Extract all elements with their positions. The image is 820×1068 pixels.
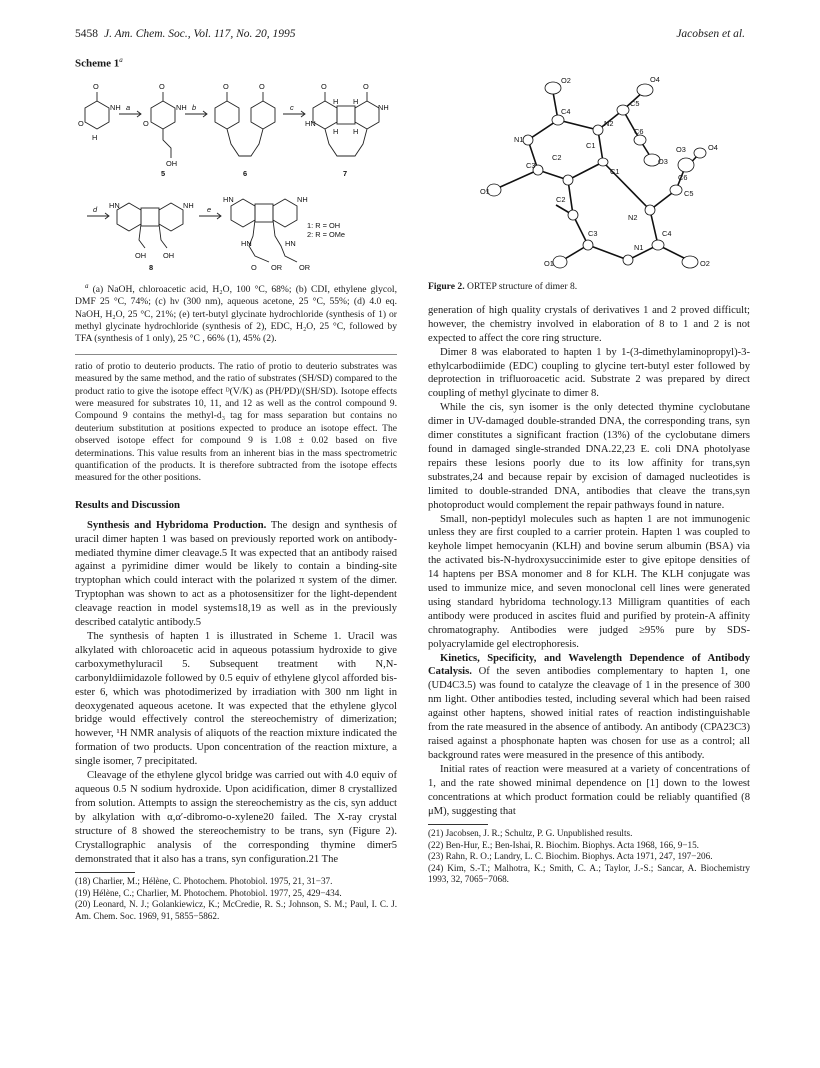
paragraph: generation of high quality crystals of derivatives 1 and 2 proved difficult; however, the chemistry involved in elaboration of 8 to 1 and 2 is not expected to affect the core ring structure. — [428, 304, 750, 344]
svg-text:O: O — [363, 81, 369, 91]
svg-text:H: H — [353, 96, 359, 106]
footnote: (24) Kim, S.-T.; Malhotra, K.; Smith, C. A.; Taylor, J.-S.; Sancar, A. Biochemistry 1993, 32, 7065−7068. — [428, 862, 750, 885]
legend-r-oh: 1: R = OH — [307, 220, 341, 230]
svg-text:OR: OR — [271, 262, 283, 272]
svg-text:NH: NH — [176, 102, 187, 112]
svg-text:O2: O2 — [561, 76, 571, 85]
svg-text:OH: OH — [135, 250, 147, 260]
svg-text:O: O — [143, 118, 149, 128]
svg-text:H: H — [92, 132, 98, 142]
scheme-1-svg — [75, 74, 397, 274]
scheme-title: Scheme 1$^a$ — [75, 56, 123, 70]
compound-label-6: 6 — [243, 168, 248, 178]
svg-text:C2: C2 — [552, 153, 562, 162]
footnote: (22) Ben-Hur, E.; Ben-Ishai, R. Biochim. Biophys. Acta 1968, 166, 9−15. — [428, 839, 699, 850]
page-number: 5458 — [75, 28, 98, 40]
svg-text:C3: C3 — [526, 161, 536, 170]
svg-text:C5: C5 — [630, 99, 640, 108]
divider — [75, 354, 397, 355]
running-authors: Jacobsen et al. — [676, 28, 745, 40]
svg-text:HN: HN — [305, 118, 316, 128]
svg-text:O4: O4 — [650, 75, 660, 84]
figure-caption: Figure 2. ORTEP structure of dimer 8. — [428, 281, 578, 292]
footnote-rule — [75, 872, 135, 873]
svg-text:N1: N1 — [634, 243, 644, 252]
page-header — [75, 28, 745, 44]
svg-text:OR: OR — [299, 262, 311, 272]
svg-text:NH: NH — [110, 102, 121, 112]
svg-text:O1: O1 — [544, 259, 554, 268]
paragraph: While the cis, syn isomer is the only detected thymine cyclobutane dimer in UV-damaged double-stranded DNA, the corresponding trans, syn dimer constitutes a significant fraction (13%) of the cyclobutane dimers found in damaged single-stranded DNA.22,23 E. coli DNA photolyase repairs these lesions poorly due to its low affinity for trans,syn substrates,24 and because repair by excision of damaged nucleotides is limited to double-stranded DNA, antibodies that cleave the trans,syn photoproduct would complement the repair pathways found in nature. — [428, 402, 750, 511]
svg-text:N1: N1 — [514, 135, 524, 144]
hapten-ring-b — [273, 199, 297, 227]
svg-text:d: d — [93, 204, 98, 214]
footnote-rule — [428, 824, 488, 825]
paragraph: The synthesis of hapten 1 is illustrated in Scheme 1. Uracil was alkylated with chloroacetic acid in aqueous potassium hydroxide to give carboxymethyluracil 5. Subsequent treatment with N,N-carbonyldiimidazole followed by 0.5 equiv of ethylene glycol afforded bis-ester 6, which was photodimerized by irradiation with 300 nm light in deoxygenated aqueous acetone. It was expected that the ethylene glycol bridge would effectively control the stereochemistry of dimerization; however, ¹H NMR analysis of aliquots of the reaction mixture indicated the formation of two products. Upon concentration of the reaction mixture, a single isomer, 7 precipitated. — [75, 631, 397, 768]
svg-text:O: O — [159, 81, 165, 91]
svg-text:NH: NH — [378, 102, 389, 112]
compound-5-ring — [151, 101, 175, 129]
right-body — [428, 304, 750, 819]
svg-text:O: O — [223, 81, 229, 91]
compound-7-ring-b — [355, 101, 379, 129]
cyclobutane-ring — [337, 106, 355, 124]
svg-text:a: a — [126, 102, 131, 112]
right-column — [428, 50, 750, 885]
footnote: (21) Jacobsen, J. R.; Schultz, P. G. Unpublished results. — [428, 828, 633, 839]
svg-text:C3: C3 — [588, 229, 598, 238]
compound-8-ring-b — [159, 203, 183, 231]
figure-2-ortep — [428, 50, 750, 276]
svg-text:NH: NH — [297, 194, 308, 204]
journal-citation: J. Am. Chem. Soc., Vol. 117, No. 20, 1995 — [104, 28, 296, 40]
svg-text:C1: C1 — [586, 141, 596, 150]
svg-text:C6: C6 — [678, 173, 688, 182]
svg-text:H: H — [333, 96, 339, 106]
footnote: (18) Charlier, M.; Hélène, C. Photochem. Photobiol. 1975, 21, 31−37. — [75, 876, 333, 887]
paragraph: Dimer 8 was elaborated to hapten 1 by 1-(3-dimethylaminopropyl)-3-ethylcarbodiimide (EDC) coupling to glycine tert-butyl ester followed by deprotection in trifluoroacetic acid. Substrate 2 was prepared by direct coupling of methyl glycinate to dimer 8. — [428, 346, 750, 400]
svg-text:OH: OH — [163, 250, 175, 260]
svg-text:NH: NH — [183, 200, 194, 210]
glycol-bridge — [227, 129, 263, 156]
experimental-continuation: ratio of protio to deuterio products. The ratio of protio to deuterio substrates was measured by the same method, and the ratio of substrates (SH/SD) compared to the product ratio to give the isotope effect ᴰ(V/K) as (PH/PD)/(SH/SD). Isotope effects were measured for substrates 10, 11, and 12 as well as the control compound 9. Compound 9 contains the methyl-d₃ tag for mass separation but contains no deuterium substitution at positions expected to produce an isotope effect. The observed isotope effect for compound 9 is 1.08 ± 0.02 based on five determinations. This value results from an inherent bias in the mass spectrometric quantification of the products. It is therefore subtracted from the isotope effects measured for the other positions. — [75, 360, 397, 484]
scheme-1-diagram — [75, 74, 397, 274]
svg-text:OH: OH — [166, 158, 178, 168]
left-column — [75, 50, 397, 922]
svg-text:O4: O4 — [708, 143, 718, 152]
svg-text:H: H — [333, 126, 339, 136]
svg-text:N2: N2 — [604, 119, 614, 128]
lower-ring — [568, 162, 658, 260]
compound-label-5: 5 — [161, 168, 166, 178]
svg-text:b: b — [192, 102, 197, 112]
footnote: (20) Leonard, N. J.; Golankiewicz, K.; McCredie, R. S.; Johnson, S. M.; Paul, I. C. J. Am. Chem. Soc. 1969, 91, 5855−5862. — [75, 899, 397, 921]
svg-text:O: O — [321, 81, 327, 91]
paragraph: Small, non-peptidyl molecules such as hapten 1 are not immunogenic unless they are first coupled to a carrier protein. Hapten 1 was coupled to keyhole limpet hemocyanin (KLH) and bovine serum albumin (BSA) via the activated bis-N-hydroxysuccinimide ester to give epitope densities of 14 haptens per BSA monomer and 8 for KLH. The KLH conjugate was used to immunize mice, and seven monoclonal cell lines were generated using standard hybridoma technology.13 Milligram quantities of each antibody were produced in ascites fluid and purified by protein-A affinity chromatography. Antibodies were judged ≥95% pure by SDS-polyacrylamide gel electrophoresis. — [428, 513, 750, 650]
left-body — [75, 519, 397, 867]
svg-text:HN: HN — [223, 194, 234, 204]
compound-label-7: 7 — [343, 168, 348, 178]
svg-text:O: O — [251, 262, 257, 272]
svg-text:C2: C2 — [556, 195, 566, 204]
svg-text:c: c — [290, 102, 294, 112]
svg-text:O3: O3 — [676, 145, 686, 154]
svg-text:HN: HN — [285, 238, 296, 248]
legend-r-ome: 2: R = OMe — [307, 229, 345, 239]
hapten-ring-a — [231, 199, 255, 227]
svg-text:C6: C6 — [634, 127, 644, 136]
compound-6-ring-a — [215, 101, 239, 129]
svg-text:C4: C4 — [561, 107, 571, 116]
svg-text:C4: C4 — [662, 229, 672, 238]
svg-text:H: H — [353, 126, 359, 136]
svg-text:N2: N2 — [628, 213, 638, 222]
scheme-caption: $^a$ (a) NaOH, chloroacetic acid, H₂O, 100 °C, 68%; (b) CDI, ethylene glycol, DMF 25 °C, 74%; (c) hν (300 nm), aqueous acetone, 25 °C, 55%; (d) 4.0 eq. NaOH, H₂O, 25 °C, 21%; (e) tert-butyl glycinate hydrochloride (synthesis of 1) or methyl glycinate hydrochloride (synthesis of 2), EDC, H₂O, 25 °C, followed by TFA (synthesis of 1 only), 25 °C , 66% (1), 45% (2). — [75, 281, 397, 345]
svg-text:O: O — [93, 81, 99, 91]
section-title: Results and Discussion — [75, 498, 181, 511]
paragraph: Kinetics, Specificity, and Wavelength Dependence of Antibody Catalysis. Of the seven antibodies complementary to hapten 1, one (UD4C3.5) was found to catalyze the cleavage of 1 in the presence of 300 nm light. Other antibodies tested, including several which had been raised against other haptens, showed initial rates of reaction indistinguishable from the rate measured in the absence of antibody. An antibody (CPA23C3) raised against a phosphonate hapten was chosen for use as a control; all background rates were measured in the presence of this antibody. — [428, 652, 750, 761]
paragraph: Synthesis and Hybridoma Production. The design and synthesis of uracil dimer hapten 1 was based on previously reported work on antibody-mediated thymine dimer cleavage.5 It was expected that an antibody raised against a pyrimidine dimer would be likely to contain a binding-site tryptophan which could interact with the polarized π system of the dimer. Tryptophan was shown to act as a photosensitizer for the light-dependent cleavage reaction in model systems18,19 as well as in the previously described catalytic antibody.5 — [75, 519, 398, 629]
paragraph: Cleavage of the ethylene glycol bridge was carried out with 4.0 equiv of aqueous 0.5 N sodium hydroxide. Upon acidification, dimer 8 crystallized from solution. Attempts to assign the stereochemistry as the cis, syn adduct by alkylation with α,α′-dibromo-o-xylene20 failed. The X-ray crystal structure of 8 showed the stereochemistry to be trans, syn (Figure 2). Crystallographic analysis of the corresponding thymine dimer5 demonstrated that it also has a trans, syn configuration.21 The — [75, 770, 397, 865]
svg-text:O3: O3 — [658, 157, 668, 166]
compound-8-ring-a — [117, 203, 141, 231]
svg-text:O: O — [259, 81, 265, 91]
svg-text:C1: C1 — [610, 167, 620, 176]
ortep-svg — [428, 50, 750, 276]
svg-text:HN: HN — [241, 238, 252, 248]
footnote: (23) Rahn, R. O.; Landry, L. C. Biochim. Biophys. Acta 1971, 247, 197−206. — [428, 851, 713, 862]
svg-text:C5: C5 — [684, 189, 694, 198]
uracil-ring — [85, 101, 109, 129]
svg-text:O1: O1 — [480, 187, 490, 196]
svg-text:O: O — [78, 118, 84, 128]
svg-text:e: e — [207, 204, 212, 214]
compound-6-ring-b — [251, 101, 275, 129]
svg-text:HN: HN — [109, 200, 120, 210]
svg-text:O2: O2 — [700, 259, 710, 268]
footnote: (19) Hélène, C.; Charlier, M. Photochem. Photobiol. 1977, 25, 429−434. — [75, 887, 342, 898]
paragraph: Initial rates of reaction were measured at a variety of concentrations of 1, and the rate showed minimal dependence on [1] down to the lowest concentrations at which product formation could be reliably quantified (8 μM), suggesting that — [428, 763, 750, 817]
compound-label-8: 8 — [149, 262, 154, 272]
